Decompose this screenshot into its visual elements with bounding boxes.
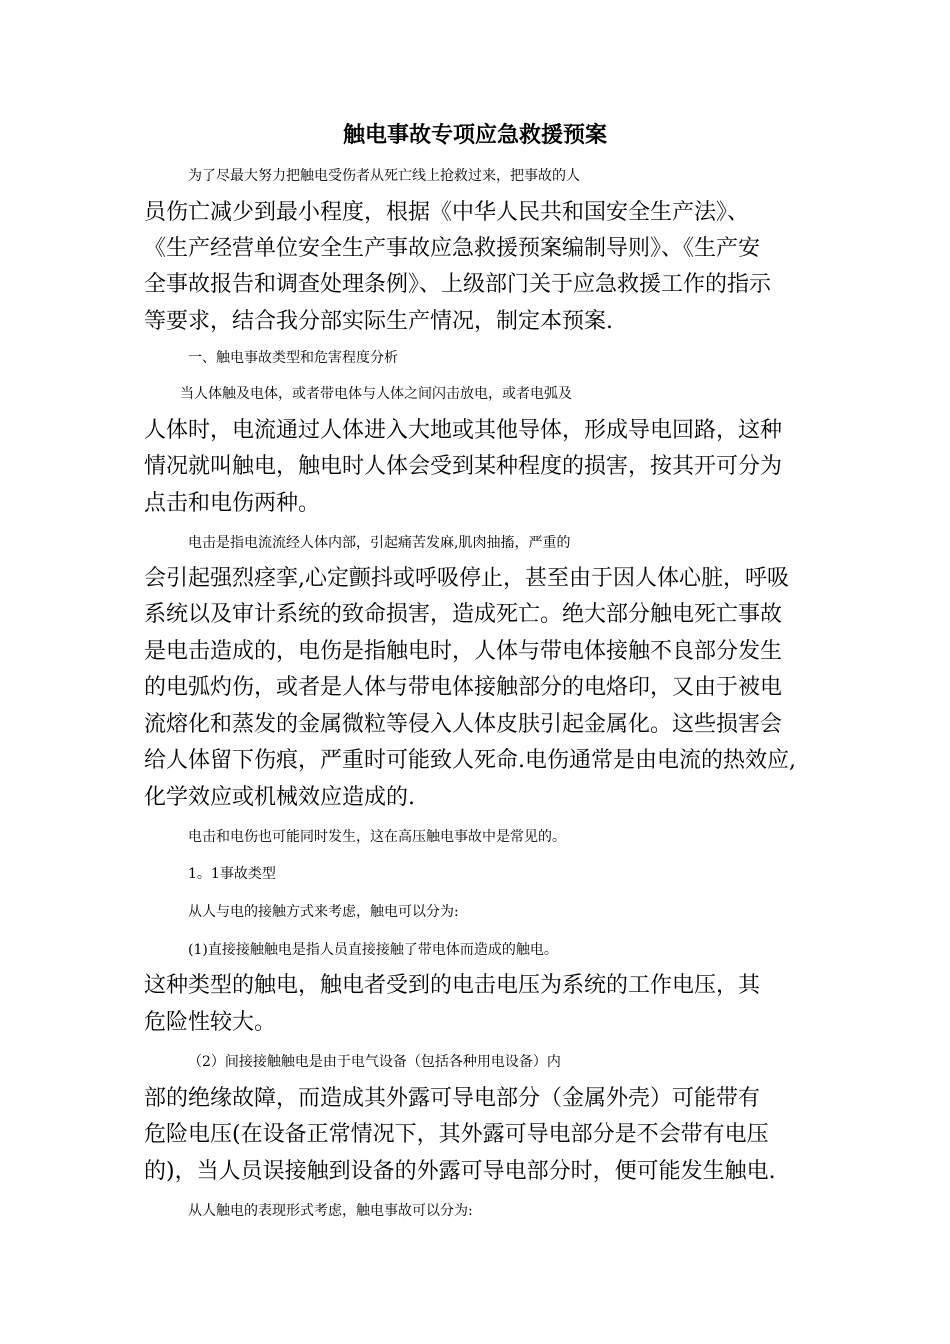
paragraph-line: 从人触电的表现形式考虑，触电事故可以分为: <box>188 1203 473 1219</box>
paragraph-line: 情况就叫触电，触电时人体会受到某种程度的损害，按其开可分为 <box>144 454 783 479</box>
list-item-line: 的)，当人员误接触到设备的外露可导电部分时，便可能发生触电. <box>144 1159 776 1184</box>
paragraph-line: 等要求，结合我分部实际生产情况，制定本预案. <box>144 309 613 334</box>
paragraph-line: 会引起强烈痉挛,心定颤抖或呼吸停止，甚至由于因人体心脏，呼吸 <box>144 566 789 591</box>
list-item-line: 危险电压(在设备正常情况下，其外露可导电部分是不会带有电压 <box>144 1122 769 1147</box>
paragraph-line: 电击是指电流流经人体内部，引起痛苦发麻,肌肉抽搐，严重的 <box>188 535 571 551</box>
paragraph-line: 的电弧灼伤，或者是人体与带电体接触部分的电烙印，又由于被电 <box>144 675 783 700</box>
paragraph-line: 系统以及审计系统的致命损害，造成死亡。绝大部分触电死亡事故 <box>144 602 783 627</box>
section-heading: 一、触电事故类型和危害程度分析 <box>188 350 398 366</box>
list-item-line: 部的绝缘故障，而造成其外露可导电部分（金属外壳）可能带有 <box>144 1086 761 1111</box>
paragraph-line: 当人体触及电体，或者带电体与人体之间闪击放电，或者电弧及 <box>180 386 572 402</box>
list-item-line: 危险性较大。 <box>144 1010 277 1035</box>
list-item-line: 这种类型的触电，触电者受到的电击电压为系统的工作电压，其 <box>144 973 761 998</box>
document-title: 触电事故专项应急救援预案 <box>342 122 607 148</box>
paragraph-line: 点击和电伤两种。 <box>144 491 321 516</box>
paragraph-line: 给人体留下伤痕，严重时可能致人死命.电伤通常是由电流的热效应, <box>144 748 796 773</box>
paragraph-line: 化学效应或机械效应造成的. <box>144 785 415 810</box>
paragraph-line: 全事故报告和调查处理条例》、上级部门关于应急救援工作的指示 <box>144 272 772 297</box>
subsection-heading: 1。1事故类型 <box>188 866 276 882</box>
paragraph-line: 《生产经营单位安全生产事故应急救援预案编制导则》、《生产安 <box>144 236 761 261</box>
list-item-line: （2）间接接触触电是由于电气设备（包括各种用电设备）内 <box>188 1054 561 1070</box>
paragraph-line: 人体时，电流通过人体进入大地或其他导体，形成导电回路，这种 <box>144 418 783 443</box>
paragraph-line: 为了尽最大努力把触电受伤者从死亡线上抢救过来，把事故的人 <box>188 168 580 184</box>
list-item-line: (1)直接接触触电是指人员直接接触了带电体而造成的触电。 <box>188 942 558 958</box>
paragraph-line: 电击和电伤也可能同时发生，这在高压触电事故中是常见的。 <box>188 829 566 845</box>
paragraph-line: 员伤亡减少到最小程度，根据《中华人民共和国安全生产法》、 <box>144 200 750 225</box>
paragraph-line: 是电击造成的，电伤是指触电时，人体与带电体接触不良部分发生 <box>144 639 783 664</box>
paragraph-line: 流熔化和蒸发的金属微粒等侵入人体皮肤引起金属化。这些损害会 <box>144 712 783 737</box>
paragraph-line: 从人与电的接触方式来考虑，触电可以分为: <box>188 904 459 920</box>
